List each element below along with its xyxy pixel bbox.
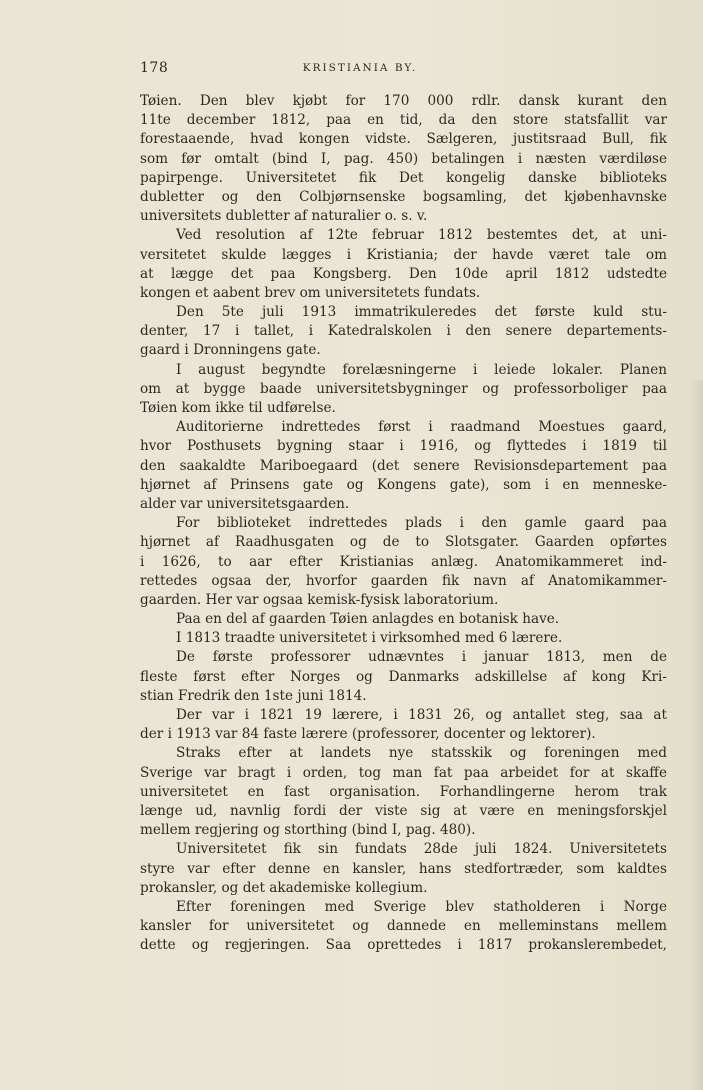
text-line: gaard i Dronningens gate. <box>140 342 321 359</box>
body-text <box>140 92 667 955</box>
text-line: Universitetet fik sin fundats 28de juli 1824. Universitetets <box>176 841 667 858</box>
page-number: 178 <box>140 60 169 76</box>
text-line: Efter foreningen med Sverige blev statholderen i Norge <box>176 898 667 915</box>
text-line: at lægge det paa Kongsberg. Den 10de april 1812 udstedte <box>140 265 667 282</box>
text-line: kongen et aabent brev om universitetets fundats. <box>140 284 481 301</box>
text-line: Der var i 1821 19 lærere, i 1831 26, og antallet steg, saa at <box>176 707 667 723</box>
text-line: papirpenge. Universitetet fik Det kongelig danske biblioteks <box>140 169 667 186</box>
text-line: Sverige var bragt i orden, tog man fat paa arbeidet for at skaffe <box>140 764 667 781</box>
text-line: dubletter og den Colbjørnsenske bogsamling, det kjøbenhavnske <box>140 188 667 205</box>
text-line: 11te december 1812, paa en tid, da den store statsfallit var <box>140 112 667 129</box>
text-line: stian Fredrik den 1ste juni 1814. <box>140 687 367 704</box>
text-line: om at bygge baade universitetsbygninger og professorboliger paa <box>140 380 667 397</box>
text-line: rettedes ogsaa der, hvorfor gaarden fik navn af Anatomikammer- <box>140 572 667 589</box>
text-line: kansler for universitetet og dannede en melleminstans mellem <box>140 918 667 935</box>
page-fold-shadow <box>689 380 703 1090</box>
text-line: alder var universitetsgaarden. <box>140 495 350 512</box>
text-line: hvor Posthusets bygning staar i 1916, og flyttedes i 1819 til <box>140 438 667 455</box>
text-line: Ved resolution af 12te februar 1812 bestemtes det, at uni- <box>176 227 667 244</box>
text-line: denter, 17 i tallet, i Katedralskolen i den senere departements- <box>140 323 667 340</box>
text-line: den saakaldte Mariboegaard (det senere Revisionsdepartement paa <box>140 457 667 474</box>
text-line: i 1626, to aar efter Kristianias anlæg. Anatomikammeret ind- <box>140 553 667 570</box>
text-line: universitets dubletter af naturalier o. s. v. <box>140 208 428 225</box>
text-line: Tøien kom ikke til udførelse. <box>140 400 336 416</box>
text-line: hjørnet af Prinsens gate og Kongens gate), som i en menneske- <box>140 476 667 493</box>
text-line: mellem regjering og storthing (bind I, pag. 480). <box>140 822 476 839</box>
text-line: I 1813 traadte universitetet i virksomhed med 6 lærere. <box>176 630 563 647</box>
text-line: universitetet en fast organisation. Forhandlingerne herom trak <box>140 783 667 800</box>
page-header <box>140 60 580 80</box>
text-line: De første professorer udnævntes i januar 1813, men de <box>176 649 667 666</box>
text-line: dette og regjeringen. Saa oprettedes i 1817 prokanslerembedet, <box>140 937 667 954</box>
text-line: som før omtalt (bind I, pag. 450) betalingen i næsten værdiløse <box>140 150 667 167</box>
text-line: Tøien. Den blev kjøbt for 170 000 rdlr. dansk kurant den <box>140 93 667 109</box>
text-line: styre var efter denne en kansler, hans stedfortræder, som kaldtes <box>140 860 667 877</box>
running-title: KRISTIANIA BY. <box>302 62 418 74</box>
text-line: gaarden. Her var ogsaa kemisk-fysisk laboratorium. <box>140 591 499 608</box>
text-line: versitetet skulde lægges i Kristiania; der havde været tale om <box>140 246 667 263</box>
text-line: prokansler, og det akademiske kollegium. <box>140 879 428 896</box>
text-line: For biblioteket indrettedes plads i den gamle gaard paa <box>176 515 667 532</box>
text-line: hjørnet af Raadhusgaten og de to Slotsgater. Gaarden opførtes <box>140 534 667 551</box>
text-line: Straks efter at landets nye statsskik og foreningen med <box>176 745 667 762</box>
text-line: Auditorierne indrettedes først i raadmand Moestues gaard, <box>176 419 667 436</box>
text-line: Den 5te juli 1913 immatrikuleredes det første kuld stu- <box>176 304 667 321</box>
text-line: fleste først efter Norges og Danmarks adskillelse af kong Kri- <box>140 668 667 685</box>
text-line: Paa en del af gaarden Tøien anlagdes en botanisk have. <box>176 611 560 628</box>
text-line: forestaaende, hvad kongen vidste. Sælgeren, justitsraad Bull, fik <box>140 131 667 148</box>
text-line: der i 1913 var 84 faste lærere (professorer, docenter og lektorer). <box>140 726 596 743</box>
text-line: I august begyndte forelæsningerne i leiede lokaler. Planen <box>176 361 667 378</box>
text-line: længe ud, navnlig fordi der viste sig at være en meningsforskjel <box>140 802 667 819</box>
